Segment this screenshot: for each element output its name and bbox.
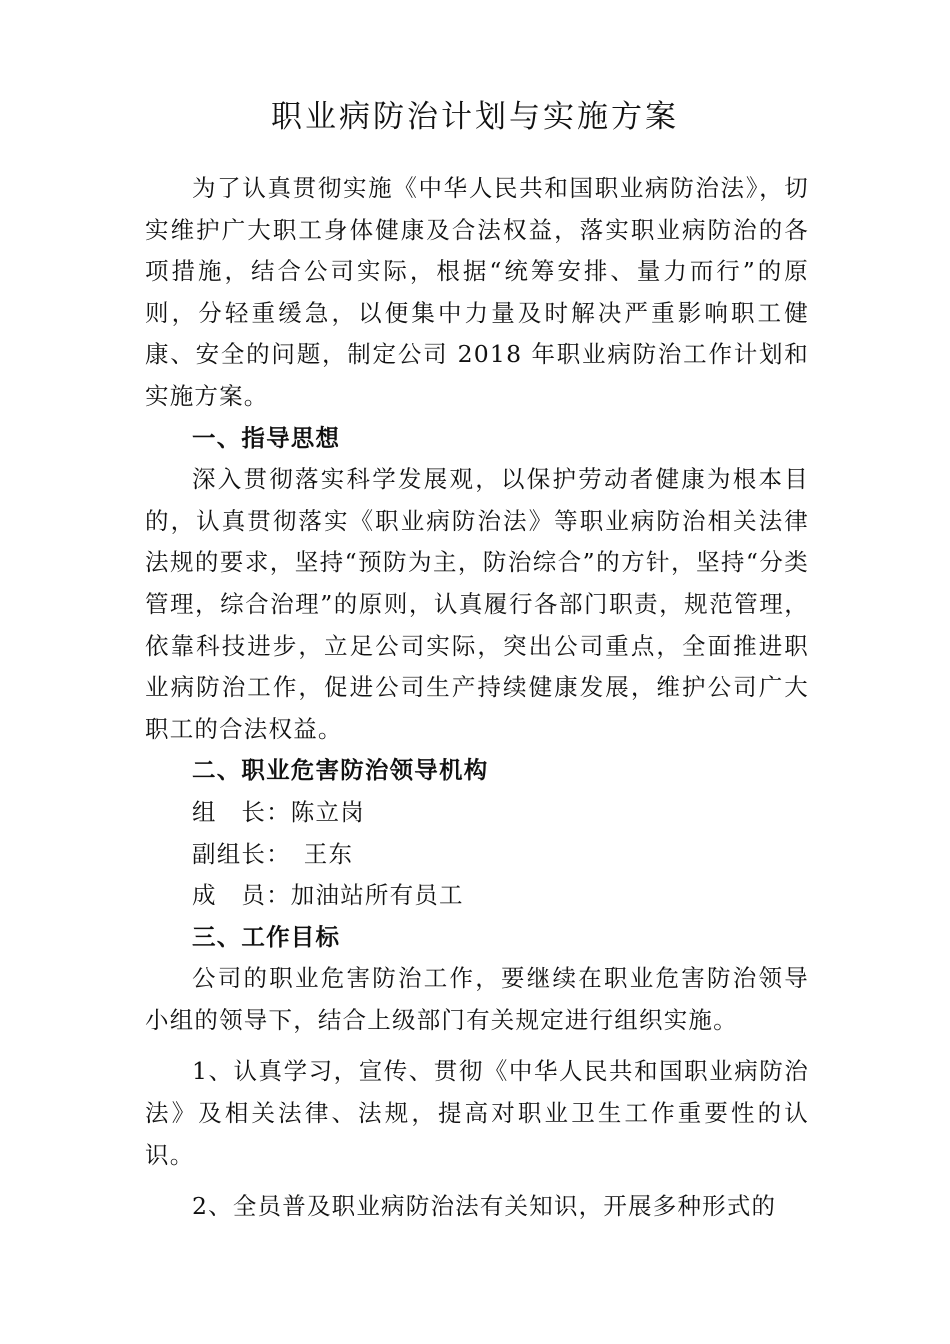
goal-item-2: 2、全员普及职业病防治法有关知识，开展多种形式的 bbox=[192, 1192, 777, 1221]
members-line: 成 员：加油站所有员工 bbox=[192, 881, 464, 910]
spacer bbox=[145, 1041, 809, 1051]
deputy-leader-line: 副组长： 王东 bbox=[192, 839, 354, 868]
section-heading-guiding-ideology: 一、指导思想 bbox=[192, 423, 341, 452]
section-heading-leadership: 二、职业危害防治领导机构 bbox=[192, 756, 489, 785]
document-title: 职业病防治计划与实施方案 bbox=[271, 99, 679, 135]
section-heading-work-goals: 三、工作目标 bbox=[192, 922, 341, 951]
goal-item-1: 1、认真学习，宣传、贯彻《中华人民共和国职业病防治法》及相关法律、法规，提高对职业卫生工作重要性的认识。 bbox=[145, 1057, 809, 1169]
document-body bbox=[145, 168, 809, 1228]
spacer bbox=[145, 1176, 809, 1186]
work-goals-paragraph: 公司的职业危害防治工作，要继续在职业危害防治领导小组的领导下，结合上级部门有关规定进行组织实施。 bbox=[145, 964, 809, 1034]
guiding-ideology-paragraph: 深入贯彻落实科学发展观，以保护劳动者健康为根本目的，认真贯彻落实《职业病防治法》等职业病防治相关法律法规的要求，坚持“预防为主，防治综合”的方针，坚持“分类管理，综合治理”的原则，认真履行各部门职责，规范管理，依靠科技进步，立足公司实际，突出公司重点，全面推进职业病防治工作，促进公司生产持续健康发展，维护公司广大职工的合法权益。 bbox=[145, 465, 809, 743]
intro-paragraph: 为了认真贯彻实施《中华人民共和国职业病防治法》，切实维护广大职工身体健康及合法权益，落实职业病防治的各项措施，结合公司实际，根据“统筹安排、量力而行”的原则，分轻重缓急，以便集中力量及时解决严重影响职工健康、安全的问题，制定公司 2018 年职业病防治工作计划和实施方案。 bbox=[145, 174, 809, 410]
leader-line: 组 长：陈立岗 bbox=[192, 797, 365, 826]
